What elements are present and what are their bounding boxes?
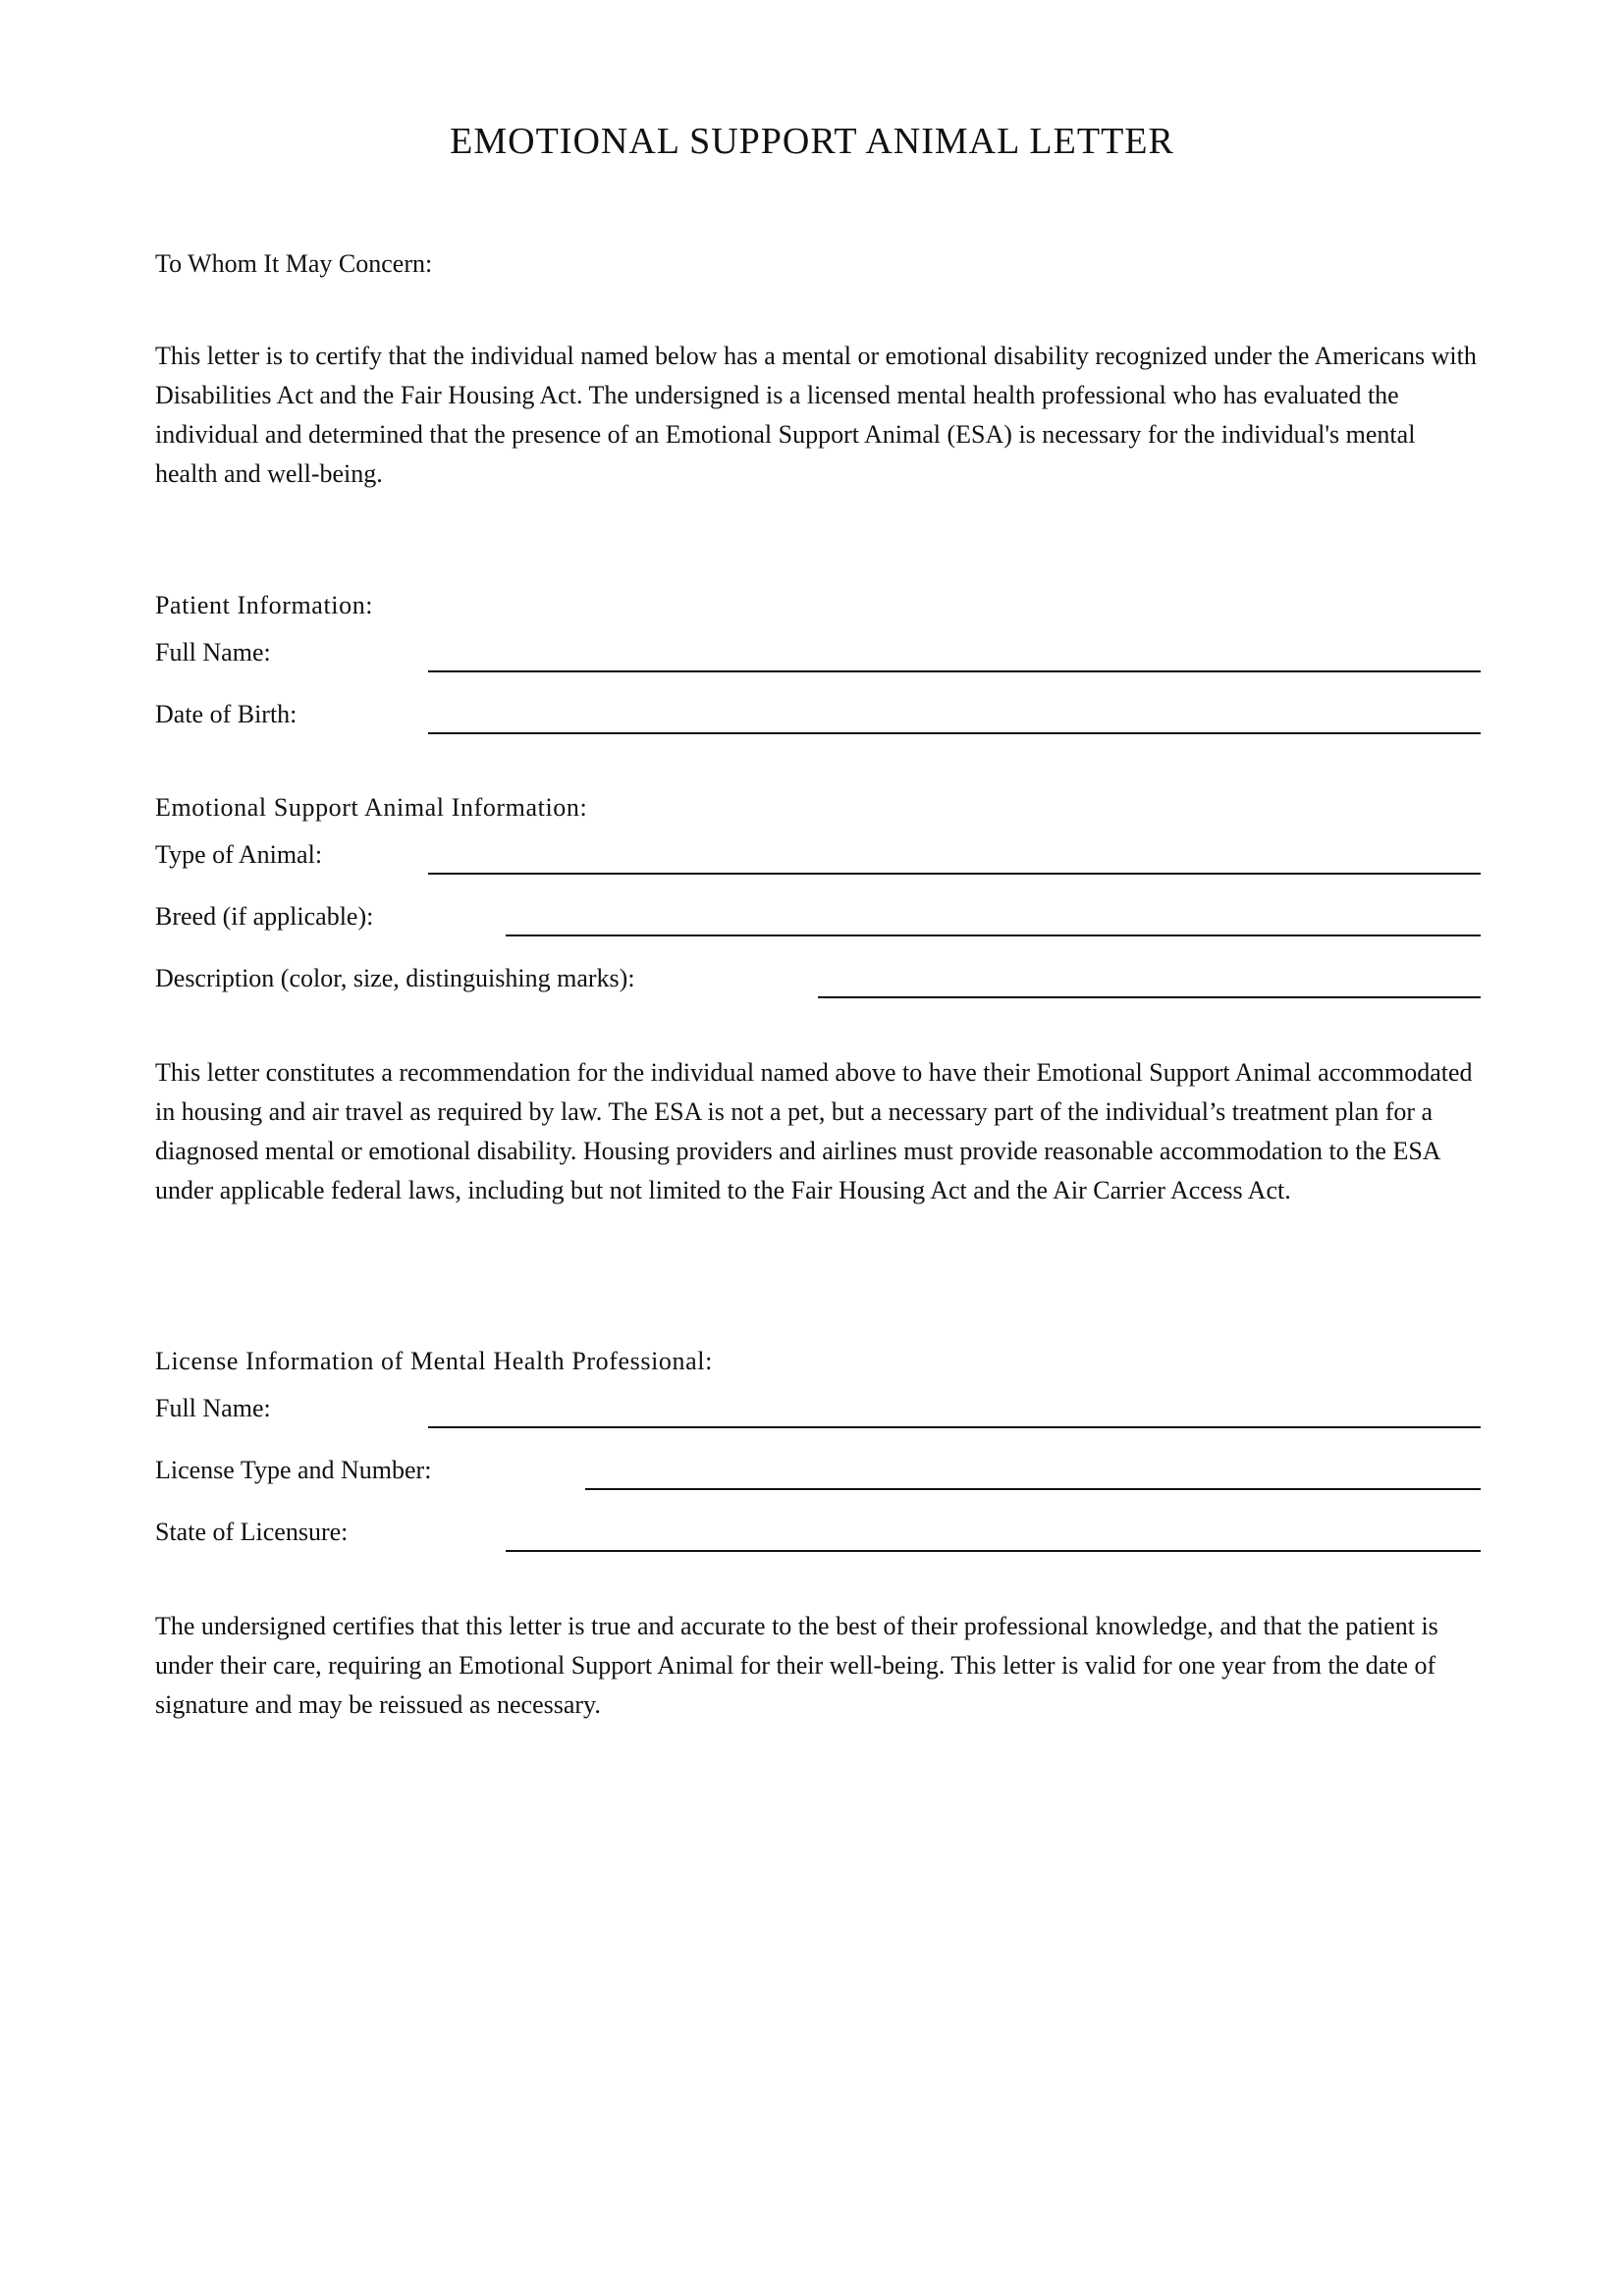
closing-paragraph: The undersigned certifies that this letter is true and accurate to the best of their professional knowledge, and that the patient is under their care, requiring an Emotional Support Animal for their well-being. This letter is valid for one year from the date of signature and may be reissued as necessary. xyxy=(155,1612,1438,1719)
animal-breed-input-line[interactable] xyxy=(506,934,1481,936)
state-of-licensure-input-line[interactable] xyxy=(506,1550,1481,1552)
field-label: Description (color, size, distinguishing marks): xyxy=(155,964,635,992)
patient-full-name-input-line[interactable] xyxy=(428,670,1481,672)
field-label: Full Name: xyxy=(155,1394,271,1422)
professional-full-name-input-line[interactable] xyxy=(428,1426,1481,1428)
field-label: Breed (if applicable): xyxy=(155,902,374,931)
recommendation-paragraph: This letter constitutes a recommendation for the individual named above to have their Emotional Support Animal accommodated in housing and air travel as required by law. The ESA is not a pet, but a necessary part of the individual’s treatment plan for a diagnosed mental or emotional disability. Housing providers and airlines must provide reasonable accommodation to the ESA under applicable federal laws, including but not limited to the Fair Housing Act and the Air Carrier Access Act. xyxy=(155,1058,1473,1204)
professional-full-name-field[interactable] xyxy=(155,1389,1481,1432)
field-label: Type of Animal: xyxy=(155,840,323,869)
animal-information-heading: Emotional Support Animal Information: xyxy=(155,793,588,822)
document-title: EMOTIONAL SUPPORT ANIMAL LETTER xyxy=(450,121,1174,162)
animal-description-input-line[interactable] xyxy=(818,996,1481,998)
license-type-number-field[interactable] xyxy=(155,1451,1481,1494)
animal-breed-field[interactable] xyxy=(155,897,1481,940)
field-label: Date of Birth: xyxy=(155,700,298,728)
patient-information-heading: Patient Information: xyxy=(155,591,374,619)
license-information-heading: License Information of Mental Health Professional: xyxy=(155,1347,713,1375)
patient-date-of-birth-field[interactable] xyxy=(155,695,1481,738)
salutation: To Whom It May Concern: xyxy=(155,249,433,278)
animal-type-input-line[interactable] xyxy=(428,873,1481,875)
state-of-licensure-field[interactable] xyxy=(155,1513,1481,1556)
license-type-number-input-line[interactable] xyxy=(585,1488,1481,1490)
patient-date-of-birth-input-line[interactable] xyxy=(428,732,1481,734)
animal-description-field[interactable] xyxy=(155,959,1481,1002)
field-label: State of Licensure: xyxy=(155,1518,349,1546)
animal-type-field[interactable] xyxy=(155,835,1481,879)
field-label: Full Name: xyxy=(155,638,271,667)
patient-full-name-field[interactable] xyxy=(155,633,1481,676)
field-label: License Type and Number: xyxy=(155,1456,432,1484)
intro-paragraph: This letter is to certify that the individual named below has a mental or emotional disability recognized under the Americans with Disabilities Act and the Fair Housing Act. The undersigned is a licensed mental health professional who has evaluated the individual and determined that the presence of an Emotional Support Animal (ESA) is necessary for the individual's mental health and well-being. xyxy=(155,342,1477,488)
